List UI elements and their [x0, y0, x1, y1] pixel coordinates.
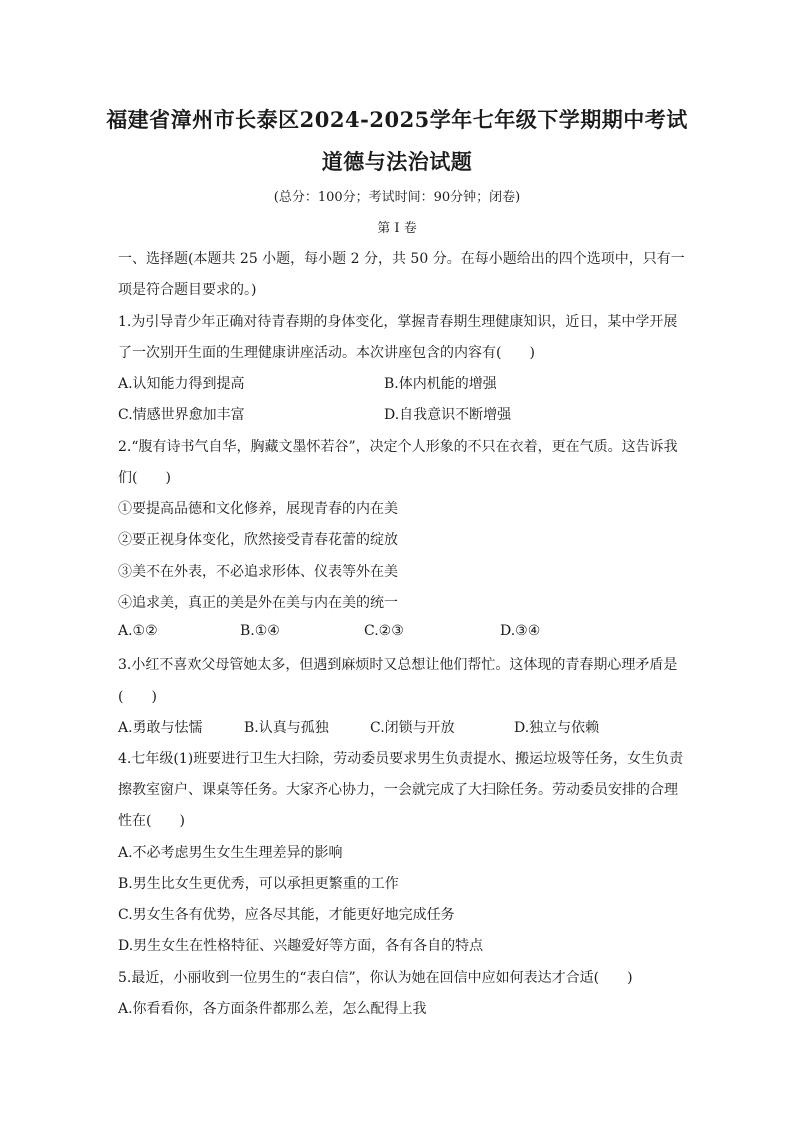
q2-statement-1: ①要提高品德和文化修养，展现青春的内在美 [118, 501, 398, 517]
q2-statement-2: ②要正视身体变化，欣然接受青春花蕾的绽放 [118, 532, 398, 548]
section-instructions-line1: 一、选择题(本题共 25 小题，每小题 2 分，共 50 分。在每小题给出的四个选项中，只有一 [118, 251, 685, 267]
q4-stem-line3: 性在( ) [118, 813, 185, 829]
q2-option-a: A.①② [118, 623, 158, 639]
q2-statement-4: ④追求美，真正的美是外在美与内在美的统一 [118, 595, 398, 611]
q3-option-a: A.勇敢与怯懦 [118, 720, 203, 736]
q3-stem-line1: 3.小红不喜欢父母管她太多，但遇到麻烦时又总想让他们帮忙。这体现的青春期心理矛盾是 [118, 657, 678, 673]
q1-stem-line1: 1.为引导青少年正确对待青春期的身体变化，掌握青春期生理健康知识，近日，某中学开展 [118, 314, 678, 330]
q4-option-a: A.不必考虑男生女生生理差异的影响 [118, 845, 343, 861]
volume-label: 第 I 卷 [377, 221, 417, 236]
q1-option-a: A.认知能力得到提高 [118, 376, 245, 392]
q4-option-d: D.男生女生在性格特征、兴趣爱好等方面，各有各自的特点 [118, 938, 484, 954]
exam-title-line2: 道德与法治试题 [321, 149, 473, 174]
q2-stem-line2: 们( ) [118, 470, 171, 486]
q3-option-b: B.认真与孤独 [244, 720, 329, 736]
section-instructions-line2: 项是符合题目要求的。) [118, 282, 257, 298]
q4-option-c: C.男女生各有优势，应各尽其能，才能更好地完成任务 [118, 907, 455, 923]
q5-stem-line1: 5.最近，小丽收到一位男生的“表白信”，你认为她在回信中应如何表达才合适( ) [118, 970, 633, 986]
q1-option-c: C.情感世界愈加丰富 [118, 407, 245, 423]
q4-stem-line2: 擦教室窗户、课桌等任务。大家齐心协力，一会就完成了大扫除任务。劳动委员安排的合理 [118, 782, 678, 798]
q2-option-c: C.②③ [364, 623, 404, 639]
q2-statement-3: ③美不在外表，不必追求形体、仪表等外在美 [118, 564, 398, 580]
exam-title-line1: 福建省漳州市长泰区2024-2025学年七年级下学期期中考试 [106, 107, 688, 132]
exam-meta: (总分：100分；考试时间：90分钟；闭卷) [273, 190, 521, 205]
q2-option-d: D.③④ [500, 623, 541, 639]
q1-option-d: D.自我意识不断增强 [384, 407, 512, 423]
q4-stem-line1: 4.七年级(1)班要进行卫生大扫除，劳动委员要求男生负责提水、搬运垃圾等任务，女生负责 [118, 751, 684, 767]
q5-option-a: A.你看看你，各方面条件都那么差，怎么配得上我 [118, 1001, 427, 1017]
q2-option-b: B.①④ [240, 623, 280, 639]
q2-stem-line1: 2.“腹有诗书气自华，胸藏文墨怀若谷”，决定个人形象的不只在衣着，更在气质。这告诉我 [118, 439, 678, 455]
q1-option-b: B.体内机能的增强 [384, 376, 497, 392]
q1-stem-line2: 了一次别开生面的生理健康讲座活动。本次讲座包含的内容有( ) [118, 345, 535, 361]
q3-option-c: C.闭锁与开放 [370, 720, 455, 736]
q3-stem-line2: ( ) [118, 689, 157, 705]
q4-option-b: B.男生比女生更优秀，可以承担更繁重的工作 [118, 876, 399, 892]
q3-option-d: D.独立与依赖 [514, 720, 600, 736]
